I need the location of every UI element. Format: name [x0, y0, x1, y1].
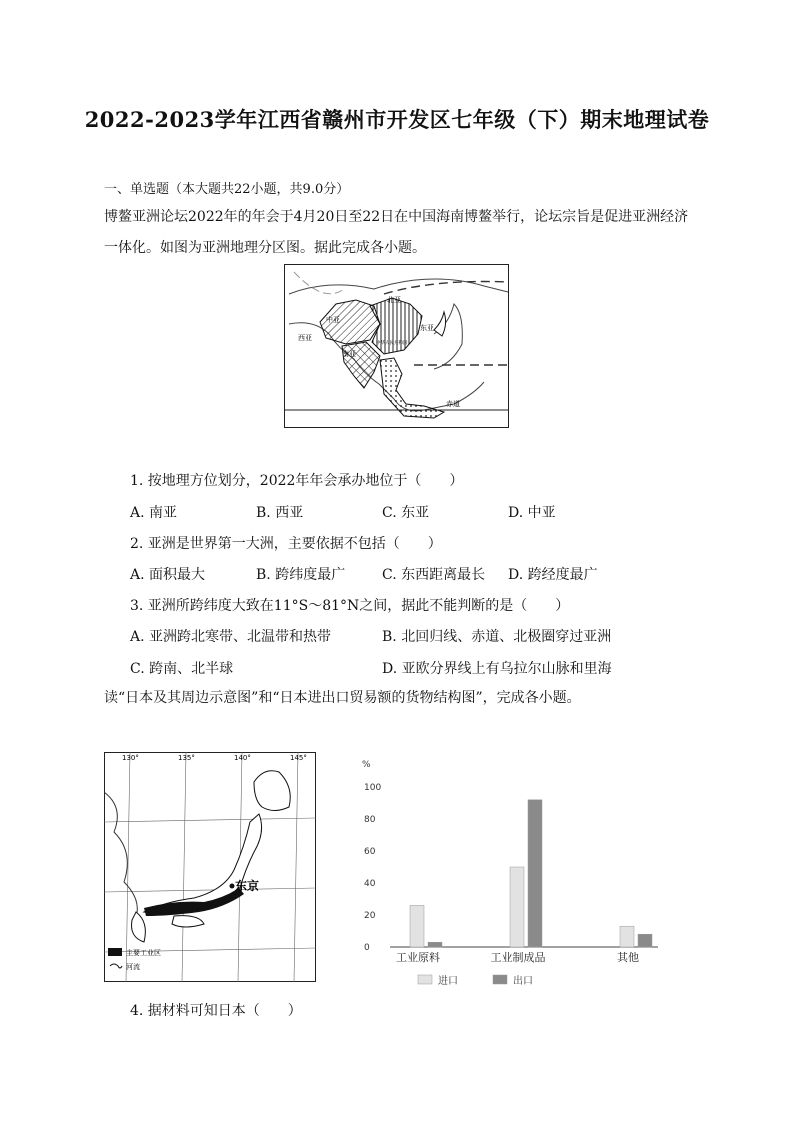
legend-river-label: 河流: [126, 963, 140, 971]
tokyo-marker: [230, 884, 235, 889]
q3-option-b[interactable]: B. 北回归线、赤道、北极圈穿过亚洲: [382, 629, 612, 645]
q3-option-a[interactable]: A. 亚洲跨北寒带、北温带和热带: [130, 629, 332, 645]
y-tick-label: 80: [364, 815, 376, 825]
question-2-stem: 2. 亚洲是世界第一大洲，主要依据不包括（ ）: [130, 536, 442, 552]
label-central-asia: 中亚: [326, 316, 340, 324]
q2-option-d[interactable]: D. 跨经度最广: [508, 567, 598, 583]
label-north-asia: 北亚: [387, 296, 401, 304]
label-china: 中华人民共和国: [376, 341, 408, 346]
question-1-stem: 1. 按地理方位划分，2022年年会承办地位于（ ）: [130, 473, 464, 489]
lon-130: 130°: [122, 754, 139, 762]
trade-bar-chart-svg: [358, 755, 668, 995]
q1-option-b[interactable]: B. 西亚: [256, 505, 304, 521]
x-tick-label: 其他: [617, 951, 639, 964]
q3-option-c[interactable]: C. 跨南、北半球: [130, 661, 234, 677]
x-tick-label: 工业原料: [396, 951, 440, 964]
label-west-asia: 西亚: [298, 334, 312, 342]
bar-进口-工业原料: [410, 905, 424, 947]
q2-option-b[interactable]: B. 跨纬度最广: [256, 567, 346, 583]
asia-map-figure: [284, 264, 509, 428]
trade-structure-chart: [358, 755, 668, 995]
legend-export-swatch: [493, 975, 507, 984]
y-tick-label: 60: [364, 847, 376, 857]
section-heading: 一、单选题（本大题共22小题，共9.0分）: [104, 182, 350, 197]
page-title: 2022-2023学年江西省赣州市开发区七年级（下）期末地理试卷: [84, 107, 710, 132]
legend-industry-swatch: [108, 948, 122, 956]
lon-135: 135°: [178, 754, 195, 762]
legend-import-swatch: [418, 975, 432, 984]
japan-map-figure: [104, 752, 316, 982]
bar-出口-工业原料: [428, 942, 442, 947]
y-tick-label: 100: [364, 783, 382, 793]
question-3-stem: 3. 亚洲所跨纬度大致在11°S～81°N之间，据此不能判断的是（ ）: [130, 598, 570, 614]
intro-paragraph-2: 读“日本及其周边示意图”和“日本进出口贸易额的货物结构图”，完成各小题。: [104, 690, 581, 706]
japan-map: [104, 752, 316, 982]
bar-出口-工业制成品: [528, 800, 542, 947]
label-south-asia: 南亚: [342, 350, 356, 358]
q1-option-d[interactable]: D. 中亚: [508, 505, 556, 521]
legend-export-label: 出口: [513, 976, 533, 987]
legend-import-label: 进口: [438, 976, 458, 987]
q3-option-d[interactable]: D. 亚欧分界线上有乌拉尔山脉和里海: [382, 661, 612, 677]
label-east-asia: 东亚: [420, 324, 434, 332]
label-equator: 赤道: [446, 400, 460, 408]
lon-145: 145°: [290, 754, 307, 762]
asia-map: [284, 264, 509, 428]
y-tick-label: 40: [364, 879, 376, 889]
q1-option-a[interactable]: A. 南亚: [130, 505, 178, 521]
y-tick-label: 20: [364, 911, 376, 921]
x-tick-label: 工业制成品: [490, 951, 546, 964]
legend-industry-label: 主要工业区: [126, 949, 161, 957]
question-4-stem: 4. 据材料可知日本（ ）: [130, 1003, 302, 1019]
y-tick-label: 0: [364, 943, 370, 953]
intro-line-2: 一体化。如图为亚洲地理分区图。据此完成各小题。: [104, 240, 426, 256]
intro-paragraph-1: [104, 202, 696, 264]
intro-line-1: 博鳌亚洲论坛2022年的年会于4月20日至22日在中国海南博鳌举行，论坛宗旨是促进亚洲经济: [104, 209, 689, 225]
bar-出口-其他: [638, 934, 652, 947]
q2-option-a[interactable]: A. 面积最大: [130, 567, 206, 583]
q1-option-c[interactable]: C. 东亚: [382, 505, 430, 521]
q2-option-c[interactable]: C. 东西距离最长: [382, 567, 486, 583]
lon-140: 140°: [234, 754, 251, 762]
bar-进口-其他: [620, 926, 634, 947]
y-axis-label: %: [362, 760, 371, 770]
tokyo-label: 东京: [235, 879, 260, 893]
bar-进口-工业制成品: [510, 867, 524, 947]
